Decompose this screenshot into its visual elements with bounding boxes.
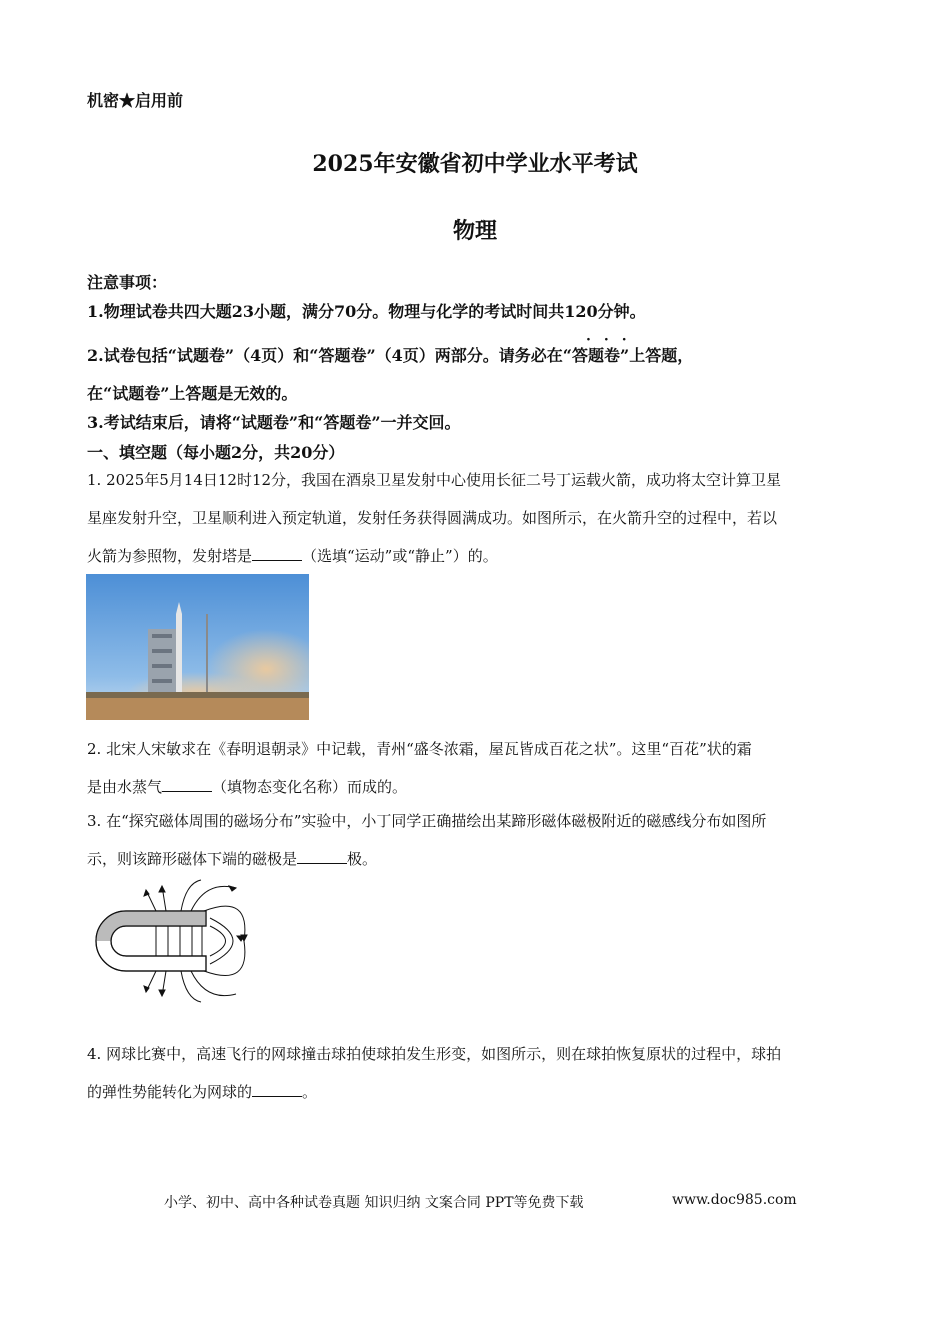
horseshoe-magnet-diagram: [86, 878, 254, 1004]
notice-item-1: 1.物理试卷共四大题23小题，满分70分。物理与化学的考试时间共120分钟。: [87, 302, 646, 321]
question-3-line-2: 示，则该蹄形磁体下端的磁极是 极。: [87, 850, 378, 868]
question-4-line-2: 的弹性势能转化为网球的 。: [87, 1083, 318, 1101]
question-1-line-2: 星座发射升空，卫星顺利进入预定轨道，发射任务获得圆满成功。如图所示，在火箭升空的过程中，若以: [87, 509, 778, 527]
question-2-line-2: 是由水蒸气 （填物态变化名称）而成的。: [87, 778, 408, 796]
question-3-line-1: 3. 在“探究磁体周围的磁场分布”实验中，小丁同学正确描绘出某蹄形磁体磁极附近的磁感线分布如图所: [87, 812, 767, 830]
notice-item-3: 3.考试结束后，请将“试题卷”和“答题卷”一并交回。: [87, 413, 461, 432]
answer-blank[interactable]: [252, 1082, 302, 1097]
notice-item-2-tail: ”上答题，: [620, 346, 694, 365]
question-2-line-1: 2. 北宋人宋敏求在《春明退朝录》中记载，青州“盛冬浓霜，屋瓦皆成百花之状”。这里“百花”状的霜: [87, 740, 752, 758]
subject-title: 物理: [452, 218, 497, 244]
footer-url[interactable]: www.doc985.com: [672, 1192, 797, 1208]
notice-heading: 注意事项：: [87, 273, 168, 292]
confidential-label: 机密★启用前: [87, 91, 184, 110]
notice-item-2: [87, 332, 694, 366]
exam-title: 2025年安徽省初中学业水平考试: [312, 151, 638, 177]
answer-blank[interactable]: [297, 849, 347, 864]
footer-text: 小学、初中、高中各种试卷真题 知识归纳 文案合同 PPT等免费下载: [164, 1195, 584, 1211]
emphasized-answer-sheet: ··· 答题卷: [572, 332, 640, 365]
notice-item-2-line2: 在“试题卷”上答题是无效的。: [87, 384, 298, 403]
answer-blank[interactable]: [162, 777, 212, 792]
rocket-launch-photo: [86, 574, 309, 720]
section-1-heading: 一、填空题（每小题2分，共20分）: [87, 443, 345, 462]
notice-item-2-text: 2.试卷包括“试题卷”（4页）和“答题卷”（4页）两部分。请务必在“: [87, 346, 572, 365]
question-1-line-3: 火箭为参照物，发射塔是 （选填“运动”或“静止”）的。: [87, 547, 498, 565]
question-1-line-1: 1. 2025年5月14日12时12分，我国在酒泉卫星发射中心使用长征二号丁运载火箭，成功将太空计算卫星: [87, 471, 782, 489]
question-4-line-1: 4. 网球比赛中，高速飞行的网球撞击球拍使球拍发生形变，如图所示，则在球拍恢复原状的过程中，球拍: [87, 1045, 782, 1063]
answer-blank[interactable]: [252, 546, 302, 561]
